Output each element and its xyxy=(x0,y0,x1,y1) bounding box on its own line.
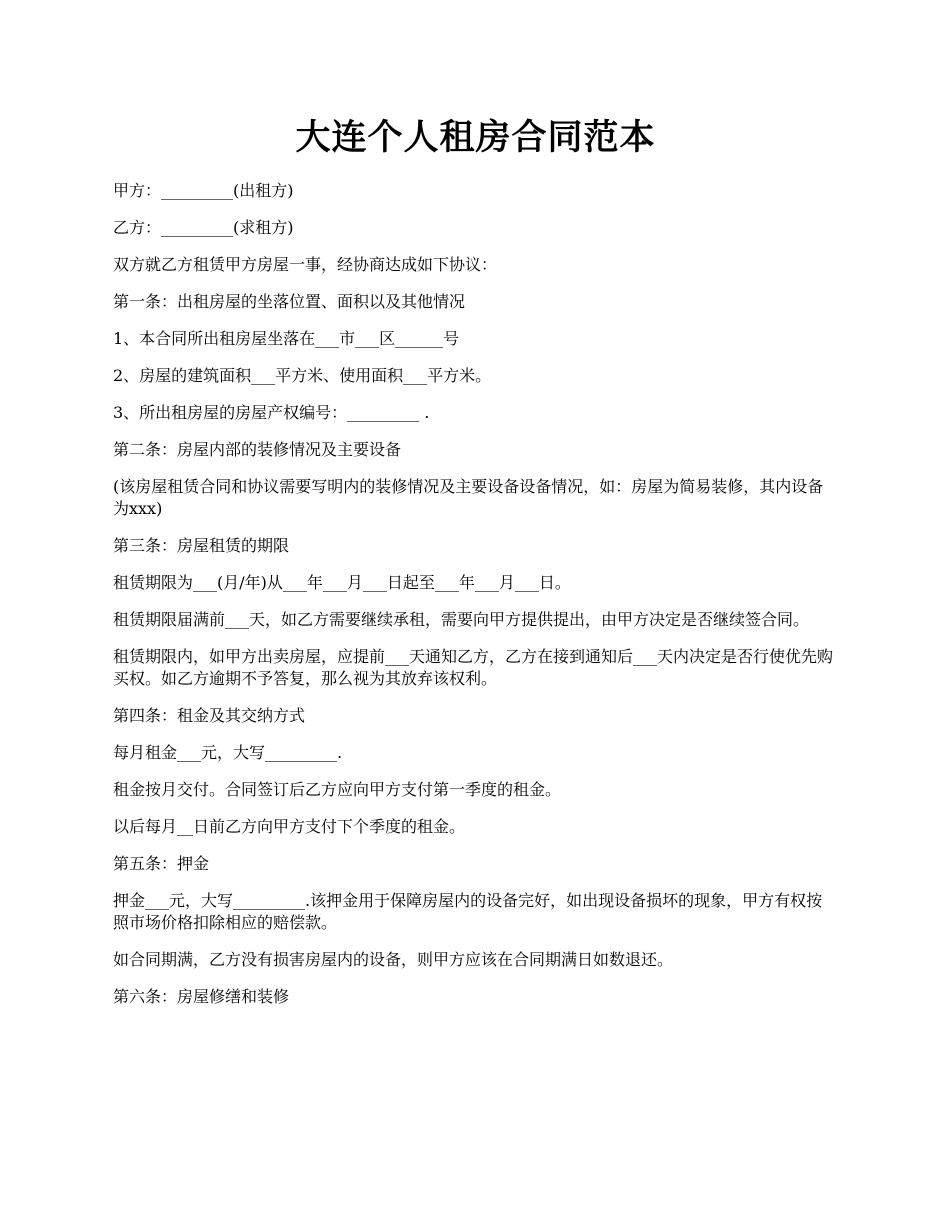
article-1-heading: 第一条：出租房屋的坐落位置、面积以及其他情况 xyxy=(113,292,466,311)
party-a-line: 甲方：_________(出租方) xyxy=(113,181,294,200)
agreement-intro: 双方就乙方租赁甲方房屋一事，经协商达成如下协议： xyxy=(113,255,498,274)
article-2-heading: 第二条：房屋内部的装修情况及主要设备 xyxy=(113,440,402,459)
document-title: 大连个人租房合同范本 xyxy=(295,117,656,158)
article-4-monthly-rent: 每月租金___元，大写_________. xyxy=(113,743,343,762)
document-body xyxy=(113,180,838,1008)
article-6-heading: 第六条：房屋修缮和装修 xyxy=(113,987,290,1006)
article-1-item-3: 3、所出租房屋的房屋产权编号：_________ . xyxy=(113,403,430,422)
article-4-heading: 第四条：租金及其交纳方式 xyxy=(113,706,306,725)
article-3-renewal: 租赁期限届满前___天，如乙方需要继续承租，需要向甲方提供提出，由甲方决定是否继续签合同。 xyxy=(113,610,810,629)
article-1-item-2: 2、房屋的建筑面积___平方米、使用面积___平方米。 xyxy=(113,366,492,385)
article-2-text: (该房屋租赁合同和协议需要写明内的装修情况及主要设备设备情况，如：房屋为简易装修，其内设备为xxx) xyxy=(113,477,824,518)
article-3-heading: 第三条：房屋租赁的期限 xyxy=(113,536,290,555)
article-1-item-1: 1、本合同所出租房屋坐落在___市___区______号 xyxy=(113,329,460,348)
article-3-term: 租赁期限为___(月/年)从___年___月___日起至___年___月___日。 xyxy=(113,573,571,592)
article-5-refund: 如合同期满，乙方没有损害房屋内的设备，则甲方应该在合同期满日如数退还。 xyxy=(113,950,674,969)
article-5-deposit: 押金___元，大写_________.该押金用于保障房屋内的设备完好，如出现设备损坏的现象，甲方有权按照市场价格扣除相应的赔偿款。 xyxy=(113,891,823,932)
party-b-line: 乙方：_________(求租方) xyxy=(113,218,294,237)
article-5-heading: 第五条：押金 xyxy=(113,854,210,873)
article-4-schedule: 以后每月__日前乙方向甲方支付下个季度的租金。 xyxy=(113,817,466,836)
article-4-payment: 租金按月交付。合同签订后乙方应向甲方支付第一季度的租金。 xyxy=(113,780,562,799)
article-3-preemption: 租赁期限内，如甲方出卖房屋，应提前___天通知乙方，乙方在接到通知后___天内决定是否行使优先购买权。如乙方逾期不予答复，那么视为其放弃该权利。 xyxy=(113,647,834,688)
